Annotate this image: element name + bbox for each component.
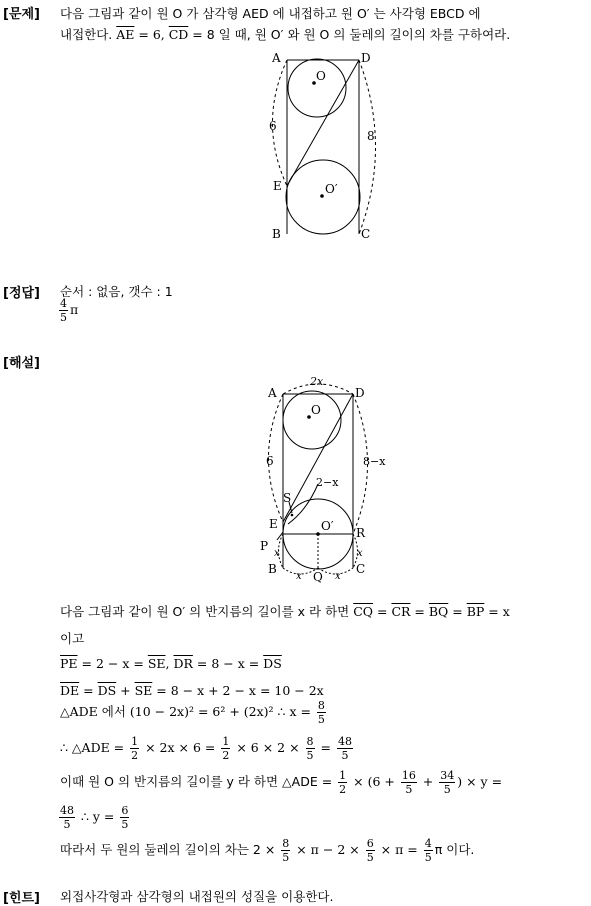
exp-line-5 <box>60 700 328 725</box>
exp-text: 따라서 두 원의 둘레의 길이의 차는 2 × <box>60 842 280 857</box>
label-d: D <box>355 386 365 400</box>
segment-cd: $\overline{CD}$ <box>168 27 189 42</box>
plus: + <box>418 774 438 789</box>
problem-line-1: 다음 그림과 같이 원 O 가 삼각형 AED 에 내접하고 원 O′ 는 사각형 EBCD 에 <box>60 6 481 21</box>
center-o-prime <box>320 194 324 198</box>
segment-cr: $\overline{CR}$ <box>391 604 411 619</box>
frac-num: 48 <box>337 735 352 748</box>
label-o-prime: O′ <box>321 519 334 533</box>
frac-num: 16 <box>401 769 416 782</box>
arrow-p <box>277 532 283 540</box>
exp-line-4 <box>60 683 324 698</box>
label-8: 8 <box>367 129 375 143</box>
circle-o <box>283 391 341 449</box>
label-p: P <box>260 539 269 553</box>
exp-text: × 2x × 6 = <box>141 740 220 755</box>
center-o-prime <box>316 532 320 536</box>
eq: = <box>316 740 335 755</box>
segment-pe: $\overline{PE}$ <box>60 656 78 671</box>
problem-text: 내접한다. <box>60 27 117 42</box>
exp-text: 이때 원 O 의 반지름의 길이를 y 라 하면 △ADE = <box>60 774 337 789</box>
eq: = <box>79 683 98 698</box>
frac-num: 6 <box>121 804 129 817</box>
exp-line-9 <box>60 838 474 863</box>
segment-bp: $\overline{BP}$ <box>466 604 485 619</box>
frac-den: 5 <box>306 749 314 762</box>
frac-num: 8 <box>306 735 314 748</box>
frac-den: 5 <box>443 783 451 796</box>
frac-num: 4 <box>424 837 432 850</box>
problem-question: = 8 일 때, 원 O′ 와 원 O 의 둘레의 길이의 차를 구하여라. <box>188 27 511 42</box>
label-e: E <box>273 179 282 193</box>
label-a: A <box>272 51 281 65</box>
label-6: 6 <box>266 454 274 468</box>
segment-se: $\overline{SE}$ <box>134 683 153 698</box>
answer-num: 4 <box>60 297 67 310</box>
frac-num: 1 <box>131 735 139 748</box>
problem-tag: [문제] <box>3 7 40 22</box>
circle-o <box>288 59 346 117</box>
label-x-qc: x <box>335 571 341 582</box>
frac-den: 5 <box>121 818 129 831</box>
exp-text: π 이다. <box>434 842 475 857</box>
figure-explanation <box>252 370 402 586</box>
frac-num: 8 <box>282 837 290 850</box>
exp-text: △ADE 에서 (10 − 2x)² = 6² + (2x)² ∴ x = <box>60 704 315 719</box>
eq-tail: = 8 − x + 2 − x = 10 − 2x <box>152 683 324 698</box>
problem-eq: = 6, <box>134 27 169 42</box>
eq: = <box>373 604 392 619</box>
label-e: E <box>269 517 278 531</box>
exp-line-2: 이고 <box>60 631 85 646</box>
eq: = <box>410 604 429 619</box>
explanation-tag: [해설] <box>3 356 40 371</box>
frac-den: 5 <box>405 783 413 796</box>
frac-den: 2 <box>222 749 230 762</box>
label-c: C <box>361 227 371 241</box>
label-o: O <box>311 403 321 417</box>
label-o: O <box>316 69 326 83</box>
frac-den: 5 <box>424 851 432 864</box>
exp-text: × π = <box>376 842 422 857</box>
plus: + <box>116 683 135 698</box>
exp-text: × π − 2 × <box>292 842 364 857</box>
hint-tag: [힌트] <box>3 891 40 906</box>
dashed-arc-8 <box>359 60 376 234</box>
label-s: S <box>283 491 292 505</box>
label-q: Q <box>313 570 323 584</box>
exp-text: 다음 그림과 같이 원 O′ 의 반지름의 길이를 x 라 하면 <box>60 604 354 619</box>
point-s <box>291 514 294 517</box>
answer-tag: [정답] <box>3 286 40 301</box>
frac-num: 48 <box>60 804 74 817</box>
exp-line-6 <box>60 736 355 761</box>
exp-line-1 <box>60 602 510 620</box>
label-6: 6 <box>269 119 277 133</box>
exp-text: ) × y = <box>457 774 503 789</box>
problem-line-2 <box>60 25 510 43</box>
frac-den: 5 <box>341 749 349 762</box>
segment-dr: $\overline{DR}$ <box>173 656 193 671</box>
eq: = <box>448 604 467 619</box>
segment-ds: $\overline{DS}$ <box>97 683 117 698</box>
segment-se: $\overline{SE}$ <box>147 656 166 671</box>
frac-num: 34 <box>440 769 455 782</box>
frac-den: 5 <box>317 713 325 726</box>
frac-num: 8 <box>317 699 325 712</box>
exp-text: ∴ y = <box>77 809 119 824</box>
frac-den: 5 <box>63 818 71 831</box>
frac-den: 5 <box>282 851 290 864</box>
frac-den: 2 <box>131 749 139 762</box>
label-x-left: x <box>274 548 280 559</box>
segment-ae: $\overline{AE}$ <box>116 27 135 42</box>
frac-num: 1 <box>222 735 230 748</box>
label-r: R <box>356 526 366 540</box>
label-d: D <box>361 51 371 65</box>
label-b: B <box>268 562 277 576</box>
exp-line-7 <box>60 770 502 795</box>
segment-de: $\overline{DE}$ <box>60 683 80 698</box>
label-c: C <box>356 562 366 576</box>
label-o-prime: O′ <box>325 182 338 196</box>
frac-den: 5 <box>366 851 374 864</box>
segment-ds: $\overline{DS}$ <box>263 656 282 671</box>
exp-text: ∴ △ADE = <box>60 740 129 755</box>
segment-cq: $\overline{CQ}$ <box>353 604 374 619</box>
label-x-right: x <box>357 548 363 559</box>
hint-text: 외접사각형과 삼각형의 내접원의 성질을 이용한다. <box>60 889 334 904</box>
label-2-x: 2−x <box>316 476 339 489</box>
segment-bq: $\overline{BQ}$ <box>428 604 449 619</box>
exp-line-8 <box>57 805 131 830</box>
frac-den: 2 <box>339 783 347 796</box>
label-x-bq: x <box>296 571 302 582</box>
label-2x: 2x <box>310 375 324 388</box>
exp-line-3 <box>60 656 282 671</box>
eq: = 2 − x = <box>77 656 148 671</box>
sep: , <box>165 656 174 671</box>
frac-num: 6 <box>366 837 374 850</box>
label-a: A <box>268 386 277 400</box>
label-b: B <box>272 227 281 241</box>
answer-den: 5 <box>60 311 67 324</box>
answer-meta: 순서 : 없음, 갯수 : 1 <box>60 284 173 299</box>
answer-value <box>57 298 78 323</box>
frac-num: 1 <box>339 769 347 782</box>
figure-problem <box>262 48 392 244</box>
label-8-x: 8−x <box>363 455 386 468</box>
exp-text: × (6 + <box>349 774 399 789</box>
eq-end: = x <box>484 604 510 619</box>
eq: = 8 − x = <box>192 656 264 671</box>
answer-pi: π <box>70 302 79 317</box>
exp-text: × 6 × 2 × <box>232 740 304 755</box>
